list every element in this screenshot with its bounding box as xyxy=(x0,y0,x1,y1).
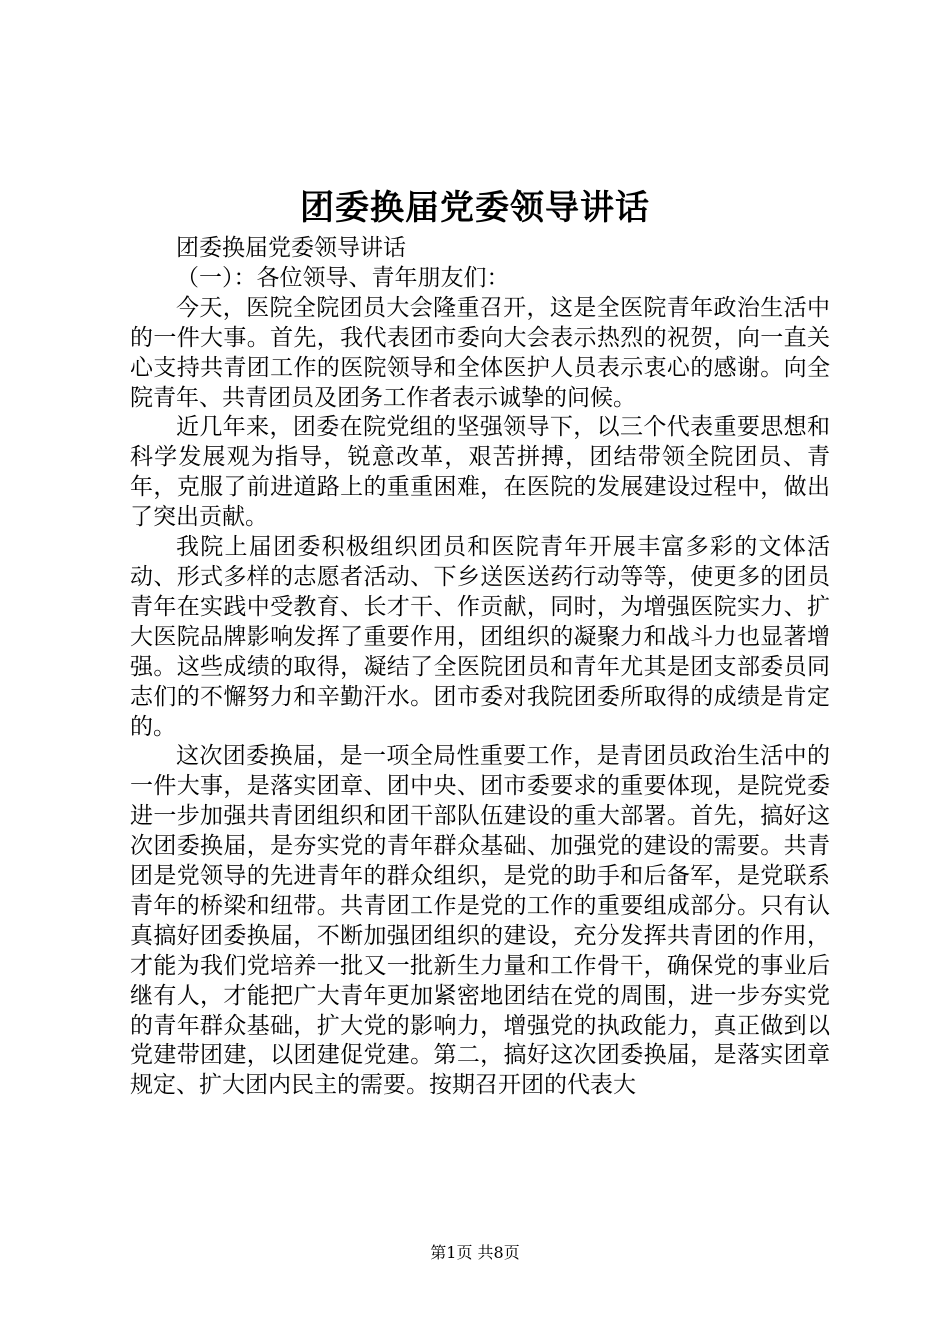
paragraph-1: 今天，医院全院团员大会隆重召开，这是全医院青年政治生活中的一件大事。首先，我代表团市委向大会表示热烈的祝贺，向一直关心支持共青团工作的医院领导和全体医护人员表示衷心的感谢。向全院青年、共青团员及团务工作者表示诚挚的问候。 xyxy=(130,294,830,411)
paragraph-4: 这次团委换届，是一项全局性重要工作，是青团员政治生活中的一件大事，是落实团章、团中央、团市委要求的重要体现，是院党委进一步加强共青团组织和团干部队伍建设的重大部署。首先，搞好这次团委换届，是夯实党的青年群众基础、加强党的建设的需要。共青团是党领导的先进青年的群众组织，是党的助手和后备军，是党联系青年的桥梁和纽带。共青团工作是党的工作的重要组成部分。只有认真搞好团委换届，不断加强团组织的建设，充分发挥共青团的作用，才能为我们党培养一批又一批新生力量和工作骨干，确保党的事业后继有人，才能把广大青年更加紧密地团结在党的周围，进一步夯实党的青年群众基础，扩大党的影响力，增强党的执政能力，真正做到以党建带团建，以团建促党建。第二，搞好这次团委换届，是落实团章规定、扩大团内民主的需要。按期召开团的代表大 xyxy=(130,743,830,1099)
greeting-line: （一）：各位领导、青年朋友们： xyxy=(176,264,510,291)
page-footer: 第1页 共8页 xyxy=(430,1243,520,1262)
paragraph-2: 近几年来，团委在院党组的坚强领导下，以三个代表重要思想和科学发展观为指导，锐意改革，艰苦拼搏，团结带领全院团员、青年，克服了前进道路上的重重困难，在医院的发展建设过程中，做出了突出贡献。 xyxy=(130,414,830,531)
document-body xyxy=(130,234,830,1101)
document-title: 团委换届党委领导讲话 xyxy=(300,188,650,228)
subtitle-line: 团委换届党委领导讲话 xyxy=(176,235,406,261)
paragraph-3: 我院上届团委积极组织团员和医院青年开展丰富多彩的文体活动、形式多样的志愿者活动、下乡送医送药行动等等，使更多的团员青年在实践中受教育、长才干、作贡献，同时，为增强医院实力、扩大医院品牌影响发挥了重要作用，团组织的凝聚力和战斗力也显著增强。这些成绩的取得，凝结了全医院团员和青年尤其是团支部委员同志们的不懈努力和辛勤汗水。团市委对我院团委所取得的成绩是肯定的。 xyxy=(130,534,830,740)
